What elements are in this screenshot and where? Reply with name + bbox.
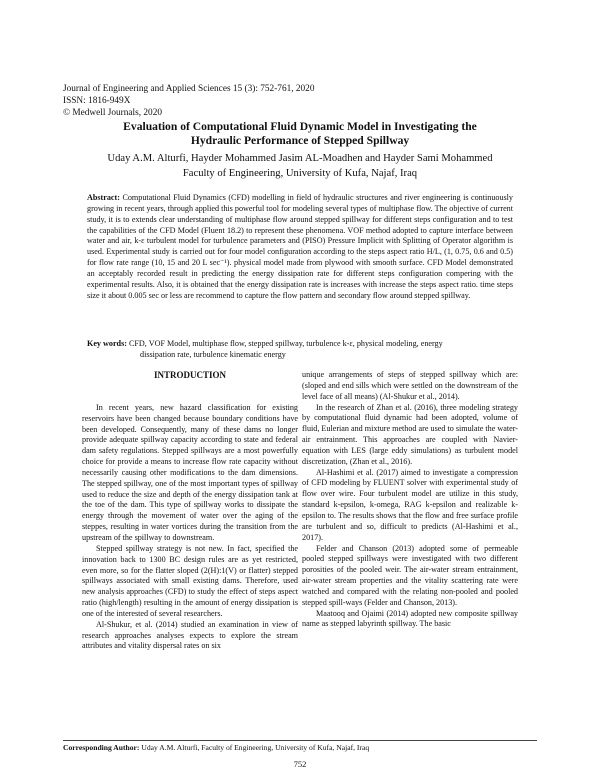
- intro-paragraph-felder: Felder and Chanson (2013) adopted some of permeable pooled stepped spillways were investigated with two different porosities of the pooled weir. The air-water stream entrainment, air-water stream properties and the vitality scattering rate were watched and compared with the relating non-pooled and pooled stepped spill-ways (Felder and Chanson, 2013).: [302, 543, 518, 607]
- corresponding-author-text: Uday A.M. Alturfi, Faculty of Engineering, University of Kufa, Najaf, Iraq: [141, 743, 370, 752]
- title-line-2: Hydraulic Performance of Stepped Spillway: [190, 134, 410, 147]
- page-number: 752: [293, 759, 307, 769]
- keywords-line-1: CFD, VOF Model, multiphase flow, stepped spillway, turbulence k-ε, physical modeling, energy: [128, 339, 443, 348]
- section-heading-introduction: INTRODUCTION: [153, 370, 226, 380]
- intro-paragraph-continued: unique arrangements of steps of stepped spillway which are: (sloped and end sills which were settled on the downstream of the level face of all means) (Al-Shukur et al., 2014).: [302, 370, 518, 401]
- intro-paragraph-zhan: In the research of Zhan et al. (2016), three modeling strategy by computational fluid dynamic had been adopted, volume of fluid, Eulerian and mixture method are used to simulate the water-air entrainment. This approaches are coupled with Navier-equation with LES (large eddy simulations) as turbulent model discretization, (Zhan et al., 2016).: [302, 402, 518, 466]
- intro-paragraph-3: Al-Shukur, et al. (2014) studied an examination in view of research approaches analyses expects to explore the stream attributes and vitality dispersal rates on six: [82, 619, 298, 651]
- intro-paragraph-1: In recent years, new hazard classification for existing reservoirs have been changed because boundary conditions have been developed. Consequently, many of these dams no longer provide adequate spillway capacity according to state and federal dam safety regulations. Stepped spillways are a most powerfully choice for provide a means to increase flow rate capacity without necessarily causing other modifications to the dam dimensions. The stepped spillway, one of the most important types of spillway used to reduce the size and depth of the energy dissipation tank at the toe of the dam. This type of spillway works to dissipate the energy through the movement of water over the aging of the steppes, resulting in water vortices during the transition from the upstream of the spillway to downstream.: [82, 402, 298, 542]
- right-column: [302, 370, 518, 630]
- journal-info: [63, 83, 314, 120]
- abstract-label: Abstract:: [87, 193, 120, 202]
- keywords-line-2: dissipation rate, turbulence kinematic energy: [140, 349, 286, 359]
- intro-paragraph-2: Stepped spillway strategy is not new. In fact, specified the innovation back to 1300 BC design rules are as yet restricted, even more, so for the flatter sloped (2(H):1(V) or flatter) stepped spillways associated with small existing dams. Therefore, used new analysis approaches (CFD) to study the effect of steps aspect ratio (high/length) resulting in the amount of energy dissipation is one of the interested of several researchers.: [82, 543, 298, 618]
- authors-block: [60, 152, 540, 181]
- intro-paragraph-maatooq: Maatooq and Ojaimi (2014) adopted new composite spillway name as stepped labyrinth spillway. The basic: [302, 608, 518, 629]
- journal-citation: Journal of Engineering and Applied Sciences 15 (3): 752-761, 2020: [63, 84, 315, 94]
- keywords: [87, 339, 513, 361]
- title-line-1: Evaluation of Computational Fluid Dynamic Model in Investigating the: [123, 120, 477, 133]
- left-column: [82, 370, 298, 652]
- paper-title: [60, 120, 540, 148]
- abstract: [87, 193, 513, 301]
- journal-copyright: © Medwell Journals, 2020: [63, 108, 162, 119]
- keywords-label: Key words:: [87, 339, 127, 348]
- footer-divider: [63, 740, 537, 741]
- corresponding-author-label: Corresponding Author:: [63, 743, 140, 752]
- journal-issn: ISSN: 1816-949X: [63, 96, 131, 107]
- author-affiliation: Faculty of Engineering, University of Kufa, Najaf, Iraq: [182, 167, 418, 179]
- intro-paragraph-alhashimi: Al-Hashimi et al. (2017) aimed to investigate a compression of CFD modeling by FLUENT solver with experimental study of flow over wire. Four turbulent model are utilize in this study, standard k-epsilon, k-omega, RAG k-epsilon and realizable k-epsilon to. The results shows that the flow and free surface profile are turbulent and so, difficult to predicts (Al-Hashimi et al., 2017).: [302, 467, 518, 542]
- abstract-text: Computational Fluid Dynamics (CFD) modelling in field of hydraulic structures and river engineering is continuously growing in recent years, through applied this powerful tool for modeling several types of multiphase flow. The objective of current study, it is to extends clear understanding of multiphase flow around stepped spillway for different steps configuration and to test the capabilities of the CFD Model (Fluent 18.2) to represent these phenomena. VOF method adopted to capture interface between water and air, k-ε turbulent model for turbulence parameters and (PISO) Pressure Implicit with Splitting of Operator algorithm is used. Experimental study is carried out for four model configuration according to the steps aspect ratio H/L, (1, 0.75, 0.6 and 0.5) for flow rate range (10, 15 and 20 L sec⁻¹). physical model made from plywood with smooth surface. CFD Model demonstrated an acceptably recorded result in predicting the energy dissipation rate for different steps configuration compering with the experimental results. Also, it is obtained that the energy dissipation rate is increases with increase the steps aspect ratio. time steps size it about 0.005 sec or less are recommend to capture the flow pattern and secondary flow around stepped spillway.: [87, 193, 513, 300]
- author-names: Uday A.M. Alturfi, Hayder Mohammed Jasim AL-Moadhen and Hayder Sami Mohammed: [107, 153, 493, 164]
- corresponding-author: [63, 743, 369, 753]
